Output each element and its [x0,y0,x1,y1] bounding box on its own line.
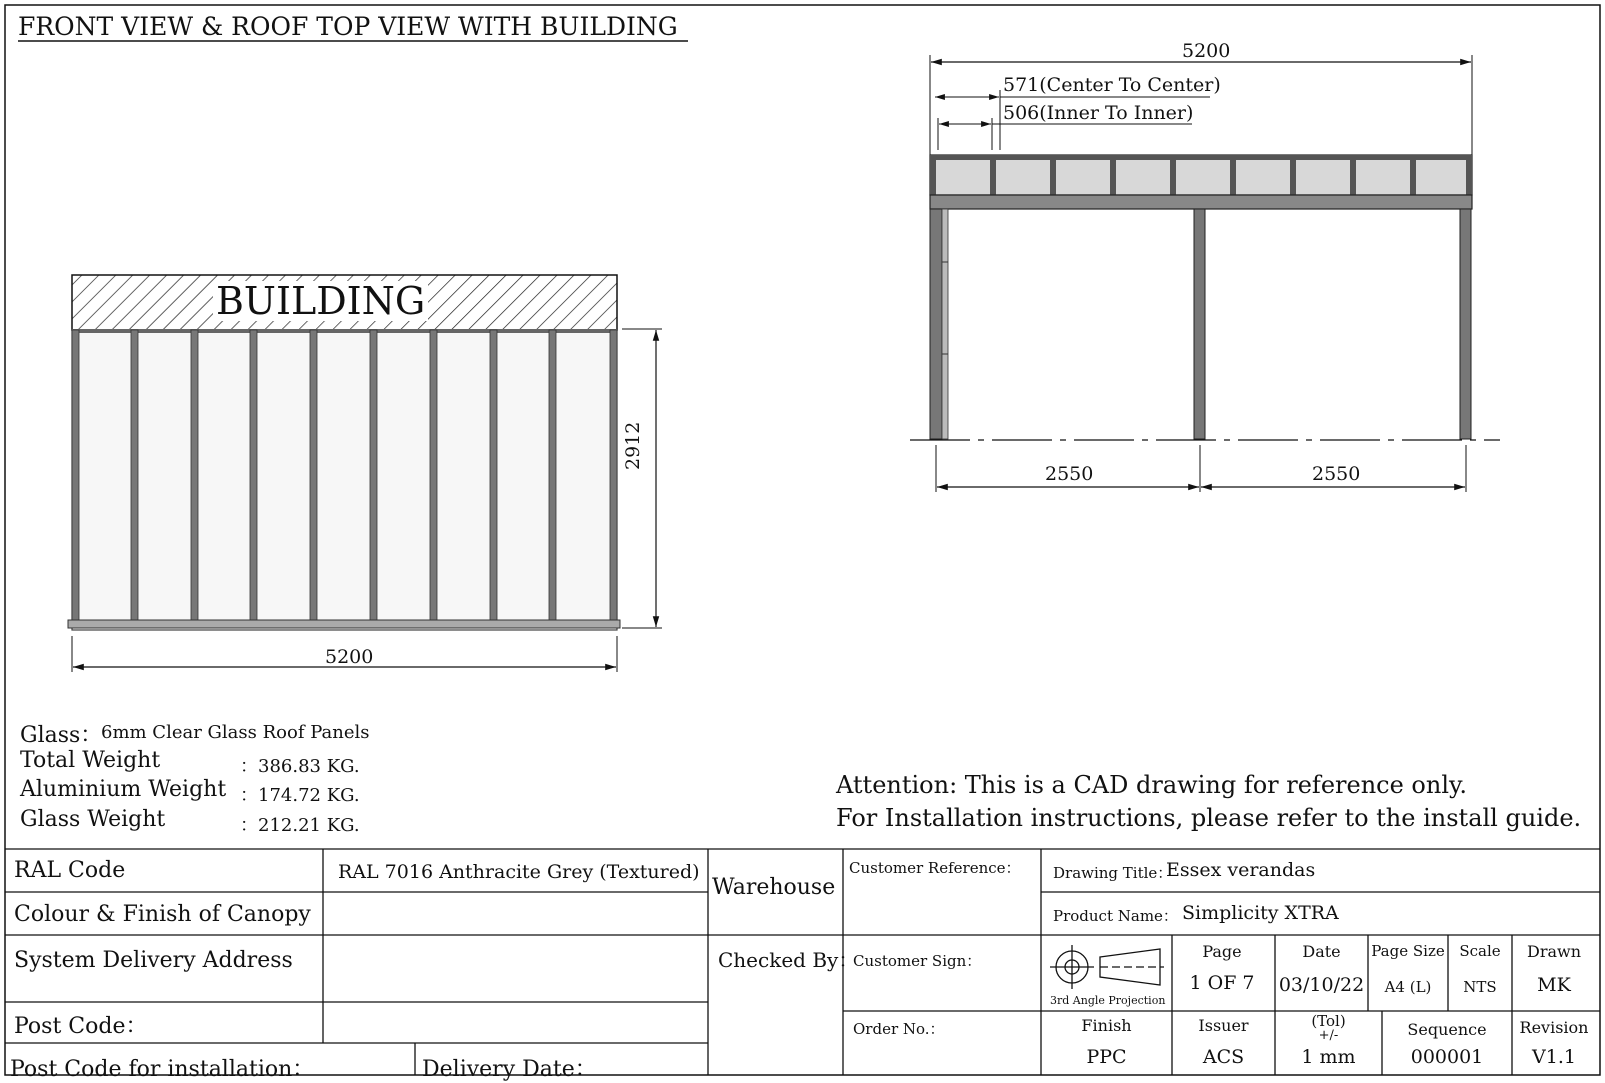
post-right [1460,209,1471,439]
revision-value: V1.1 [1532,1046,1576,1068]
total-weight-value: ：386.83 KG. [240,756,360,777]
date-label: Date [1302,942,1341,961]
customer-sign-label: Customer Sign： [853,952,982,970]
page-size-value: A4 (L) [1384,978,1432,996]
post-code-label: Post Code： [14,1014,148,1039]
total-weight-label: Total Weight [20,748,161,773]
aluminium-weight-value: ：174.72 KG. [240,785,360,806]
drawing-title: FRONT VIEW & ROOF TOP VIEW WITH BUILDING [18,12,678,41]
revision-label: Revision [1519,1018,1589,1037]
drawn-label: Drawn [1526,942,1581,961]
front-beam [930,195,1472,209]
attention-line-2: For Installation instructions, please refer to the install guide. [836,804,1582,832]
building-label: BUILDING [213,281,428,321]
warehouse-label: Warehouse [712,875,836,900]
tolerance-label: (Tol) [1311,1012,1346,1030]
issuer-label: Issuer [1198,1016,1249,1035]
delivery-date-label: Delivery Date： [422,1057,597,1082]
finish-value: PPC [1086,1046,1127,1068]
sequence-value: 000001 [1410,1046,1484,1068]
span-left-dimension: 2550 [1045,463,1094,485]
glass-weight-value: ：212.21 KG. [240,815,360,836]
page-size-label: Page Size [1371,942,1445,960]
front-height-dimension: 2912 [622,421,644,470]
inner-to-inner-dimension: 506(Inner To Inner) [1003,102,1194,124]
span-right-dimension: 2550 [1312,463,1361,485]
ral-code-label: RAL Code [14,858,126,883]
page-value: 1 OF 7 [1189,972,1255,994]
post-left [930,209,942,439]
drawn-value: MK [1537,974,1571,996]
top-view [910,55,1500,492]
drawing-title-label: Drawing Title： [1053,864,1173,882]
page-label: Page [1202,942,1242,961]
issuer-value: ACS [1202,1046,1245,1068]
scale-value: NTS [1463,978,1497,996]
wall-plate [72,329,617,333]
attention-line-1: Attention: This is a CAD drawing for reference only. [836,771,1468,799]
ral-code-value: RAL 7016 Anthracite Grey (Textured) [338,861,700,883]
roof-panels [930,155,1472,195]
glass-weight-label: Glass Weight [20,807,166,832]
tolerance-plus-minus: +/- [1318,1028,1339,1043]
glass-spec-value: 6mm Clear Glass Roof Panels [101,722,370,743]
drawing-title-value: Essex verandas [1166,859,1316,881]
colour-finish-label: Colour & Finish of Canopy [14,902,311,927]
gutter [68,620,620,628]
product-name-value: Simplicity XTRA [1182,902,1339,924]
order-no-label: Order No.： [853,1020,945,1038]
top-overall-dimension: 5200 [1182,40,1231,62]
checked-by-label: Checked By： [718,948,859,972]
date-value: 03/10/22 [1278,974,1365,996]
aluminium-weight-label: Aluminium Weight [20,777,227,802]
glass-roof [72,330,617,630]
center-to-center-dimension: 571(Center To Center) [1003,74,1221,96]
delivery-address-label: System Delivery Address [14,948,293,973]
front-width-dimension: 5200 [325,646,374,668]
product-name-label: Product Name： [1053,907,1178,925]
customer-reference-label: Customer Reference： [849,859,1021,877]
sequence-label: Sequence [1407,1020,1487,1039]
glass-spec-label: Glass： [20,723,103,748]
third-angle-projection-icon [1050,945,1164,989]
post-code-install-label: Post Code for installation： [10,1057,315,1082]
scale-label: Scale [1459,942,1501,960]
projection-label: 3rd Angle Projection [1050,994,1166,1007]
finish-label: Finish [1081,1016,1132,1035]
post-middle [1194,209,1205,439]
front-view [68,275,662,672]
tolerance-value: 1 mm [1301,1046,1356,1068]
